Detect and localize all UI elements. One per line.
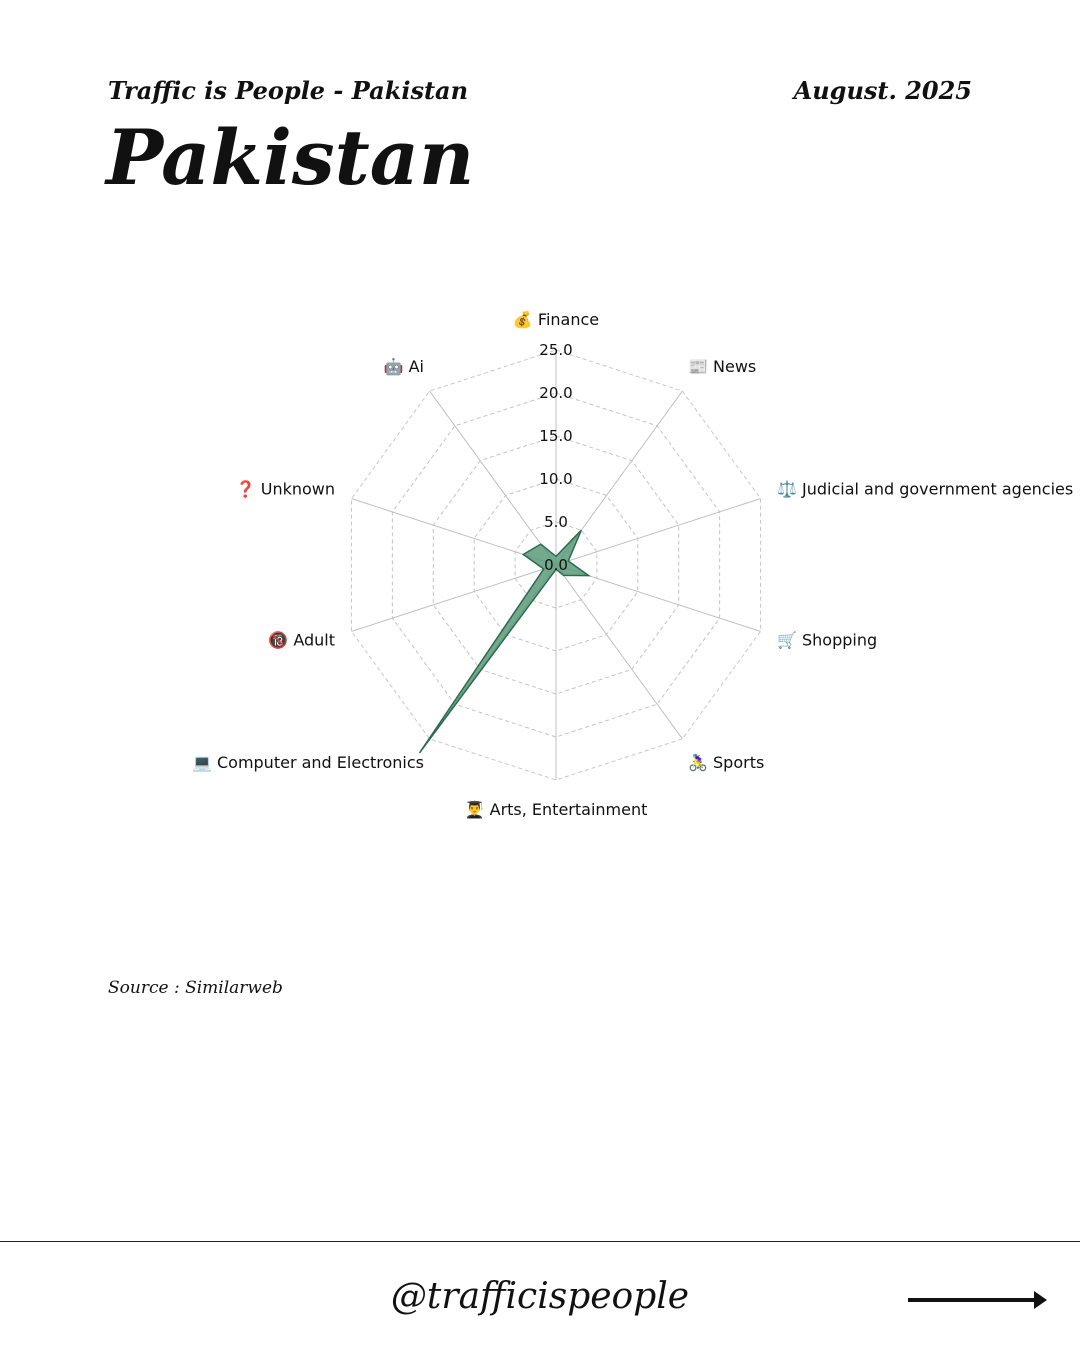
category-label-3: 🛒 Shopping [777, 631, 877, 650]
radar-category-labels [192, 310, 1073, 819]
category-label-0: 💰 Finance [513, 310, 599, 329]
category-label-8: ❓ Unknown [236, 479, 335, 498]
series-title: Traffic is People - Pakistan [108, 76, 468, 105]
category-label-5: 👨‍🎓 Arts, Entertainment [465, 800, 648, 819]
next-arrow-icon[interactable] [906, 1288, 1052, 1312]
social-handle: @trafficispeople [0, 1276, 1080, 1317]
date-label: August. 2025 [794, 76, 972, 105]
grid-spoke-9 [430, 391, 556, 565]
category-label-9: 🤖 Ai [384, 357, 424, 376]
radial-tick-label: 20.0 [539, 384, 572, 402]
radial-tick-label: 15.0 [539, 427, 572, 445]
footer-divider [0, 1241, 1080, 1242]
grid-spoke-2 [556, 499, 761, 565]
grid-spoke-4 [556, 565, 682, 739]
category-label-7: 🔞 Adult [268, 631, 335, 650]
page-title: Pakistan [106, 116, 474, 200]
radial-tick-label: 0.0 [544, 556, 568, 574]
category-label-1: 📰 News [688, 357, 756, 376]
category-label-6: 💻 Computer and Electronics [192, 753, 424, 772]
category-label-4: 🚴‍♀️ Sports [688, 753, 764, 772]
source-note: Source : Similarweb [108, 978, 283, 998]
radial-tick-label: 5.0 [544, 513, 568, 531]
category-label-2: ⚖️ Judicial and government agencies [777, 479, 1073, 498]
radial-tick-label: 10.0 [539, 470, 572, 488]
radial-tick-label: 25.0 [539, 341, 572, 359]
